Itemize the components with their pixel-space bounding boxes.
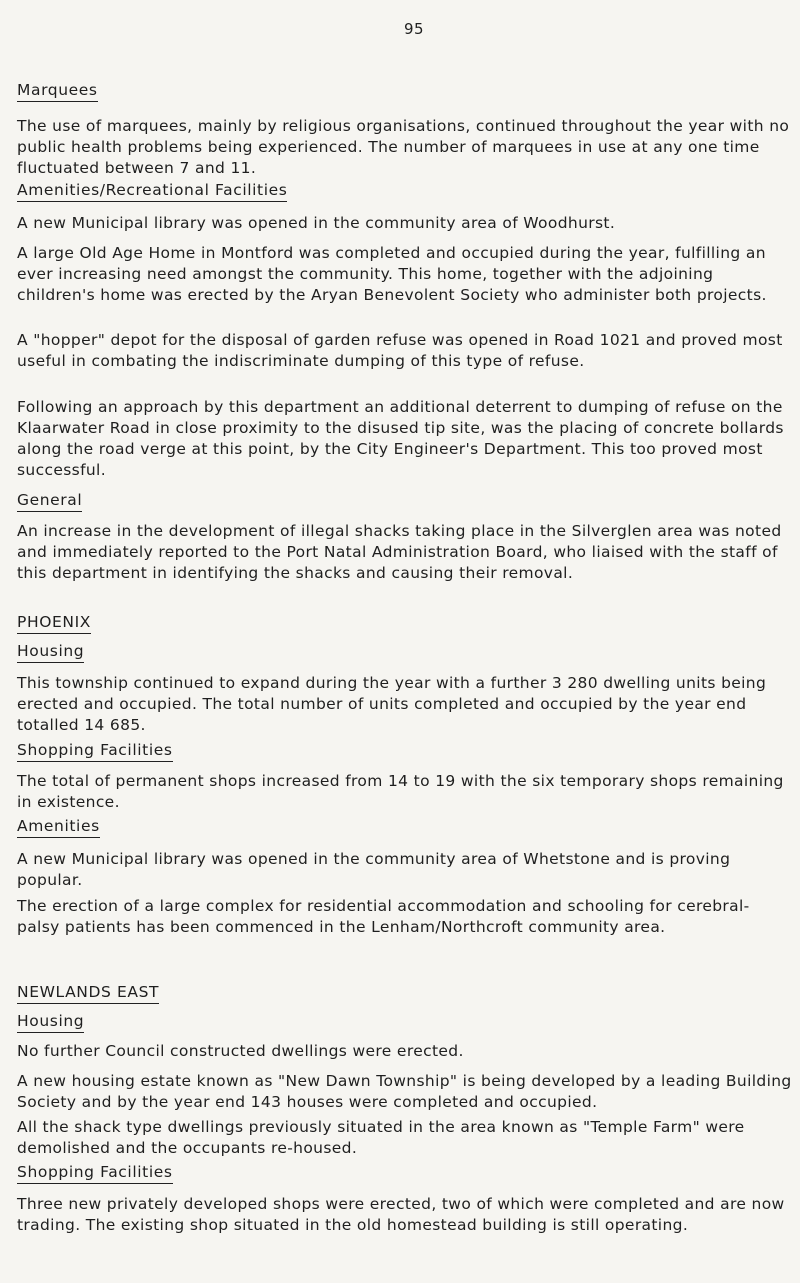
heading-phoenix-amenities: Amenities xyxy=(17,816,100,838)
paragraph-whetstone-library: A new Municipal library was opened in the community area of Whetstone and is proving popular. xyxy=(17,850,731,889)
paragraph-phoenix-housing: This township continued to expand during the year with a further 3 280 dwelling units being erected and occupied. The total number of units completed and occupied by the year end totalled 14 685. xyxy=(17,674,767,734)
heading-newlands-east: NEWLANDS EAST xyxy=(17,982,159,1004)
heading-newlands-shopping: Shopping Facilities xyxy=(17,1162,173,1184)
paragraph-temple-farm: All the shack type dwellings previously situated in the area known as "Temple Farm" were demolished and the occupants re-housed. xyxy=(17,1118,745,1157)
paragraph-marquees: The use of marquees, mainly by religious organisations, continued throughout the year with no public health problems being experienced. The number of marquees in use at any one time fluctuated between 7 and 11. xyxy=(17,117,790,177)
heading-phoenix: PHOENIX xyxy=(17,612,91,634)
heading-phoenix-housing: Housing xyxy=(17,641,84,663)
paragraph-illegal-shacks: An increase in the development of illegal shacks taking place in the Silverglen area was noted and immediately reported to the Port Natal Administration Board, who liaised with the staff of this department in identifying the shacks and causing their removal. xyxy=(17,522,782,582)
heading-marquees: Marquees xyxy=(17,80,98,102)
paragraph-phoenix-shopping: The total of permanent shops increased from 14 to 19 with the six temporary shops remaining in existence. xyxy=(17,772,784,811)
paragraph-new-dawn-township: A new housing estate known as "New Dawn Township" is being developed by a leading Building Society and by the year end 143 houses were completed and occupied. xyxy=(17,1072,792,1111)
paragraph-hopper-depot: A "hopper" depot for the disposal of garden refuse was opened in Road 1021 and proved most useful in combating the indiscriminate dumping of this type of refuse. xyxy=(17,331,783,370)
paragraph-woodhurst-library: A new Municipal library was opened in the community area of Woodhurst. xyxy=(17,214,616,232)
paragraph-no-council-dwellings: No further Council constructed dwellings were erected. xyxy=(17,1042,464,1060)
page-number: 95 xyxy=(404,20,425,38)
heading-amenities-recreational: Amenities/Recreational Facilities xyxy=(17,180,287,202)
paragraph-newlands-shopping: Three new privately developed shops were erected, two of which were completed and are now trading. The existing shop situated in the old homestead building is still operating. xyxy=(17,1195,785,1234)
paragraph-old-age-home: A large Old Age Home in Montford was completed and occupied during the year, fulfilling an ever increasing need amongst the community. This home, together with the adjoining children's home was erected by the Aryan Benevolent Society who administer both projects. xyxy=(17,244,767,304)
heading-newlands-housing: Housing xyxy=(17,1011,84,1033)
heading-phoenix-shopping: Shopping Facilities xyxy=(17,740,173,762)
heading-general: General xyxy=(17,490,82,512)
paragraph-bollards: Following an approach by this department an additional deterrent to dumping of refuse on the Klaarwater Road in close proximity to the disused tip site, was the placing of concrete bollards along the road verge at this point, by the City Engineer's Department. This too proved most successful. xyxy=(17,398,784,479)
paragraph-cerebral-palsy-complex: The erection of a large complex for residential accommodation and schooling for cerebral-palsy patients has been commenced in the Lenham/Northcroft community area. xyxy=(17,897,750,936)
